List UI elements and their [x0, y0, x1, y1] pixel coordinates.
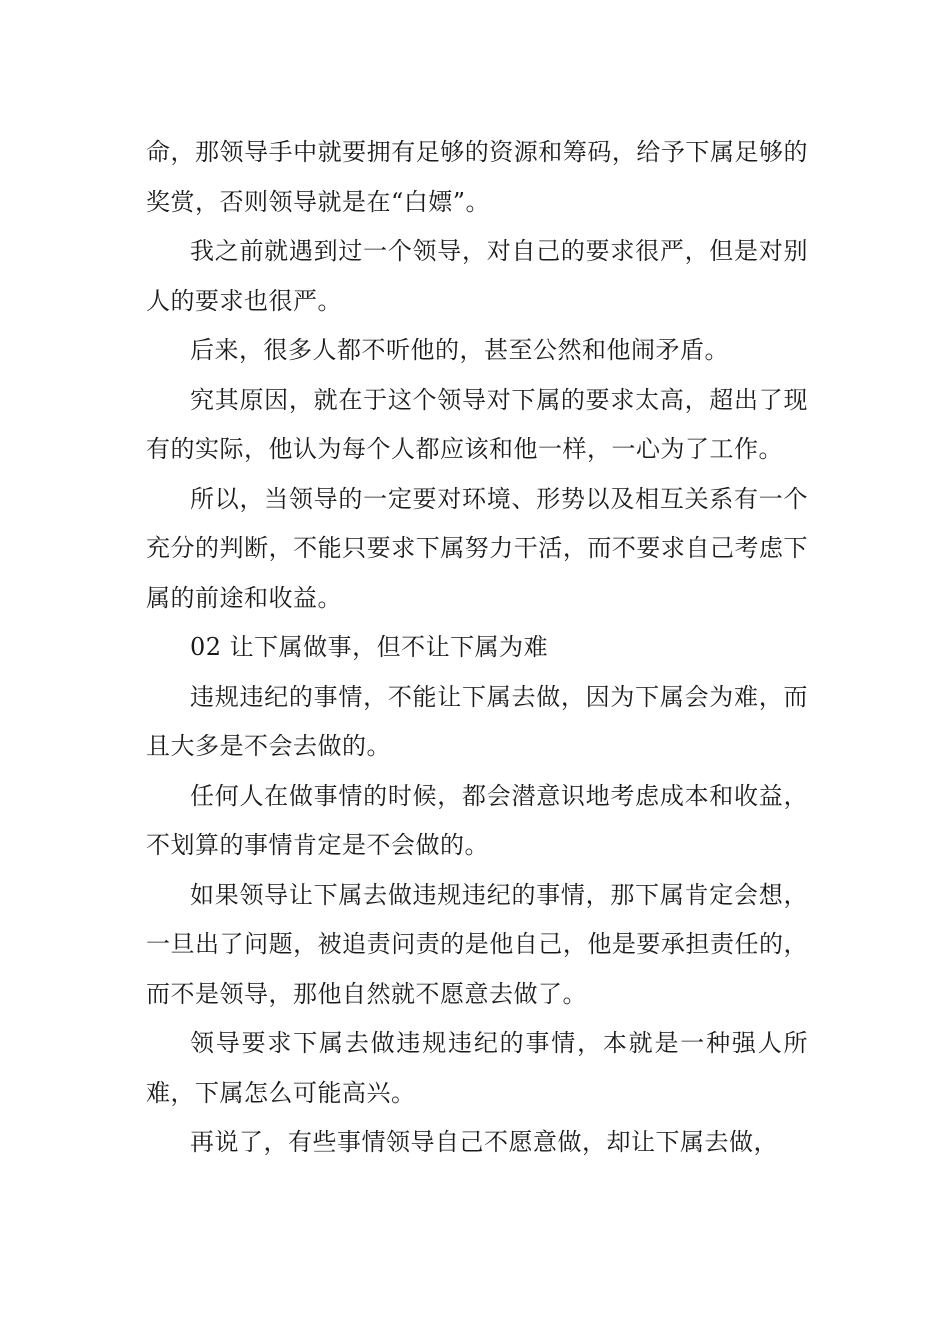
paragraph-2: 我之前就遇到过一个领导，对自己的要求很严，但是对别人的要求也很严。 [146, 237, 808, 315]
document-body [146, 128, 808, 1168]
section-heading: 02 让下属做事，但不让下属为难 [190, 633, 549, 661]
paragraph-4: 究其原因，就在于这个领导对下属的要求太高，超出了现有的实际，他认为每个人都应该和他一样，一心为了工作。 [146, 385, 808, 463]
paragraph-8: 任何人在做事情的时候，都会潜意识地考虑成本和收益，不划算的事情肯定是不会做的。 [146, 781, 808, 859]
paragraph-3: 后来，很多人都不听他的，甚至公然和他闹矛盾。 [190, 336, 729, 364]
paragraph-10: 领导要求下属去做违规违纪的事情，本就是一种强人所难，下属怎么可能高兴。 [146, 1029, 808, 1107]
paragraph-7: 违规违纪的事情，不能让下属去做，因为下属会为难，而且大多是不会去做的。 [146, 682, 808, 760]
paragraph-1: 命，那领导手中就要拥有足够的资源和筹码，给予下属足够的奖赏，否则领导就是在“白嫖”。 [146, 138, 808, 216]
paragraph-9: 如果领导让下属去做违规违纪的事情，那下属肯定会想，一旦出了问题，被追责问责的是他自己，他是要承担责任的，而不是领导，那他自然就不愿意去做了。 [146, 880, 808, 1008]
paragraph-11: 再说了，有些事情领导自己不愿意做，却让下属去做， [190, 1128, 778, 1156]
paragraph-5: 所以，当领导的一定要对环境、形势以及相互关系有一个充分的判断，不能只要求下属努力干活，而不要求自己考虑下属的前途和收益。 [146, 484, 808, 612]
